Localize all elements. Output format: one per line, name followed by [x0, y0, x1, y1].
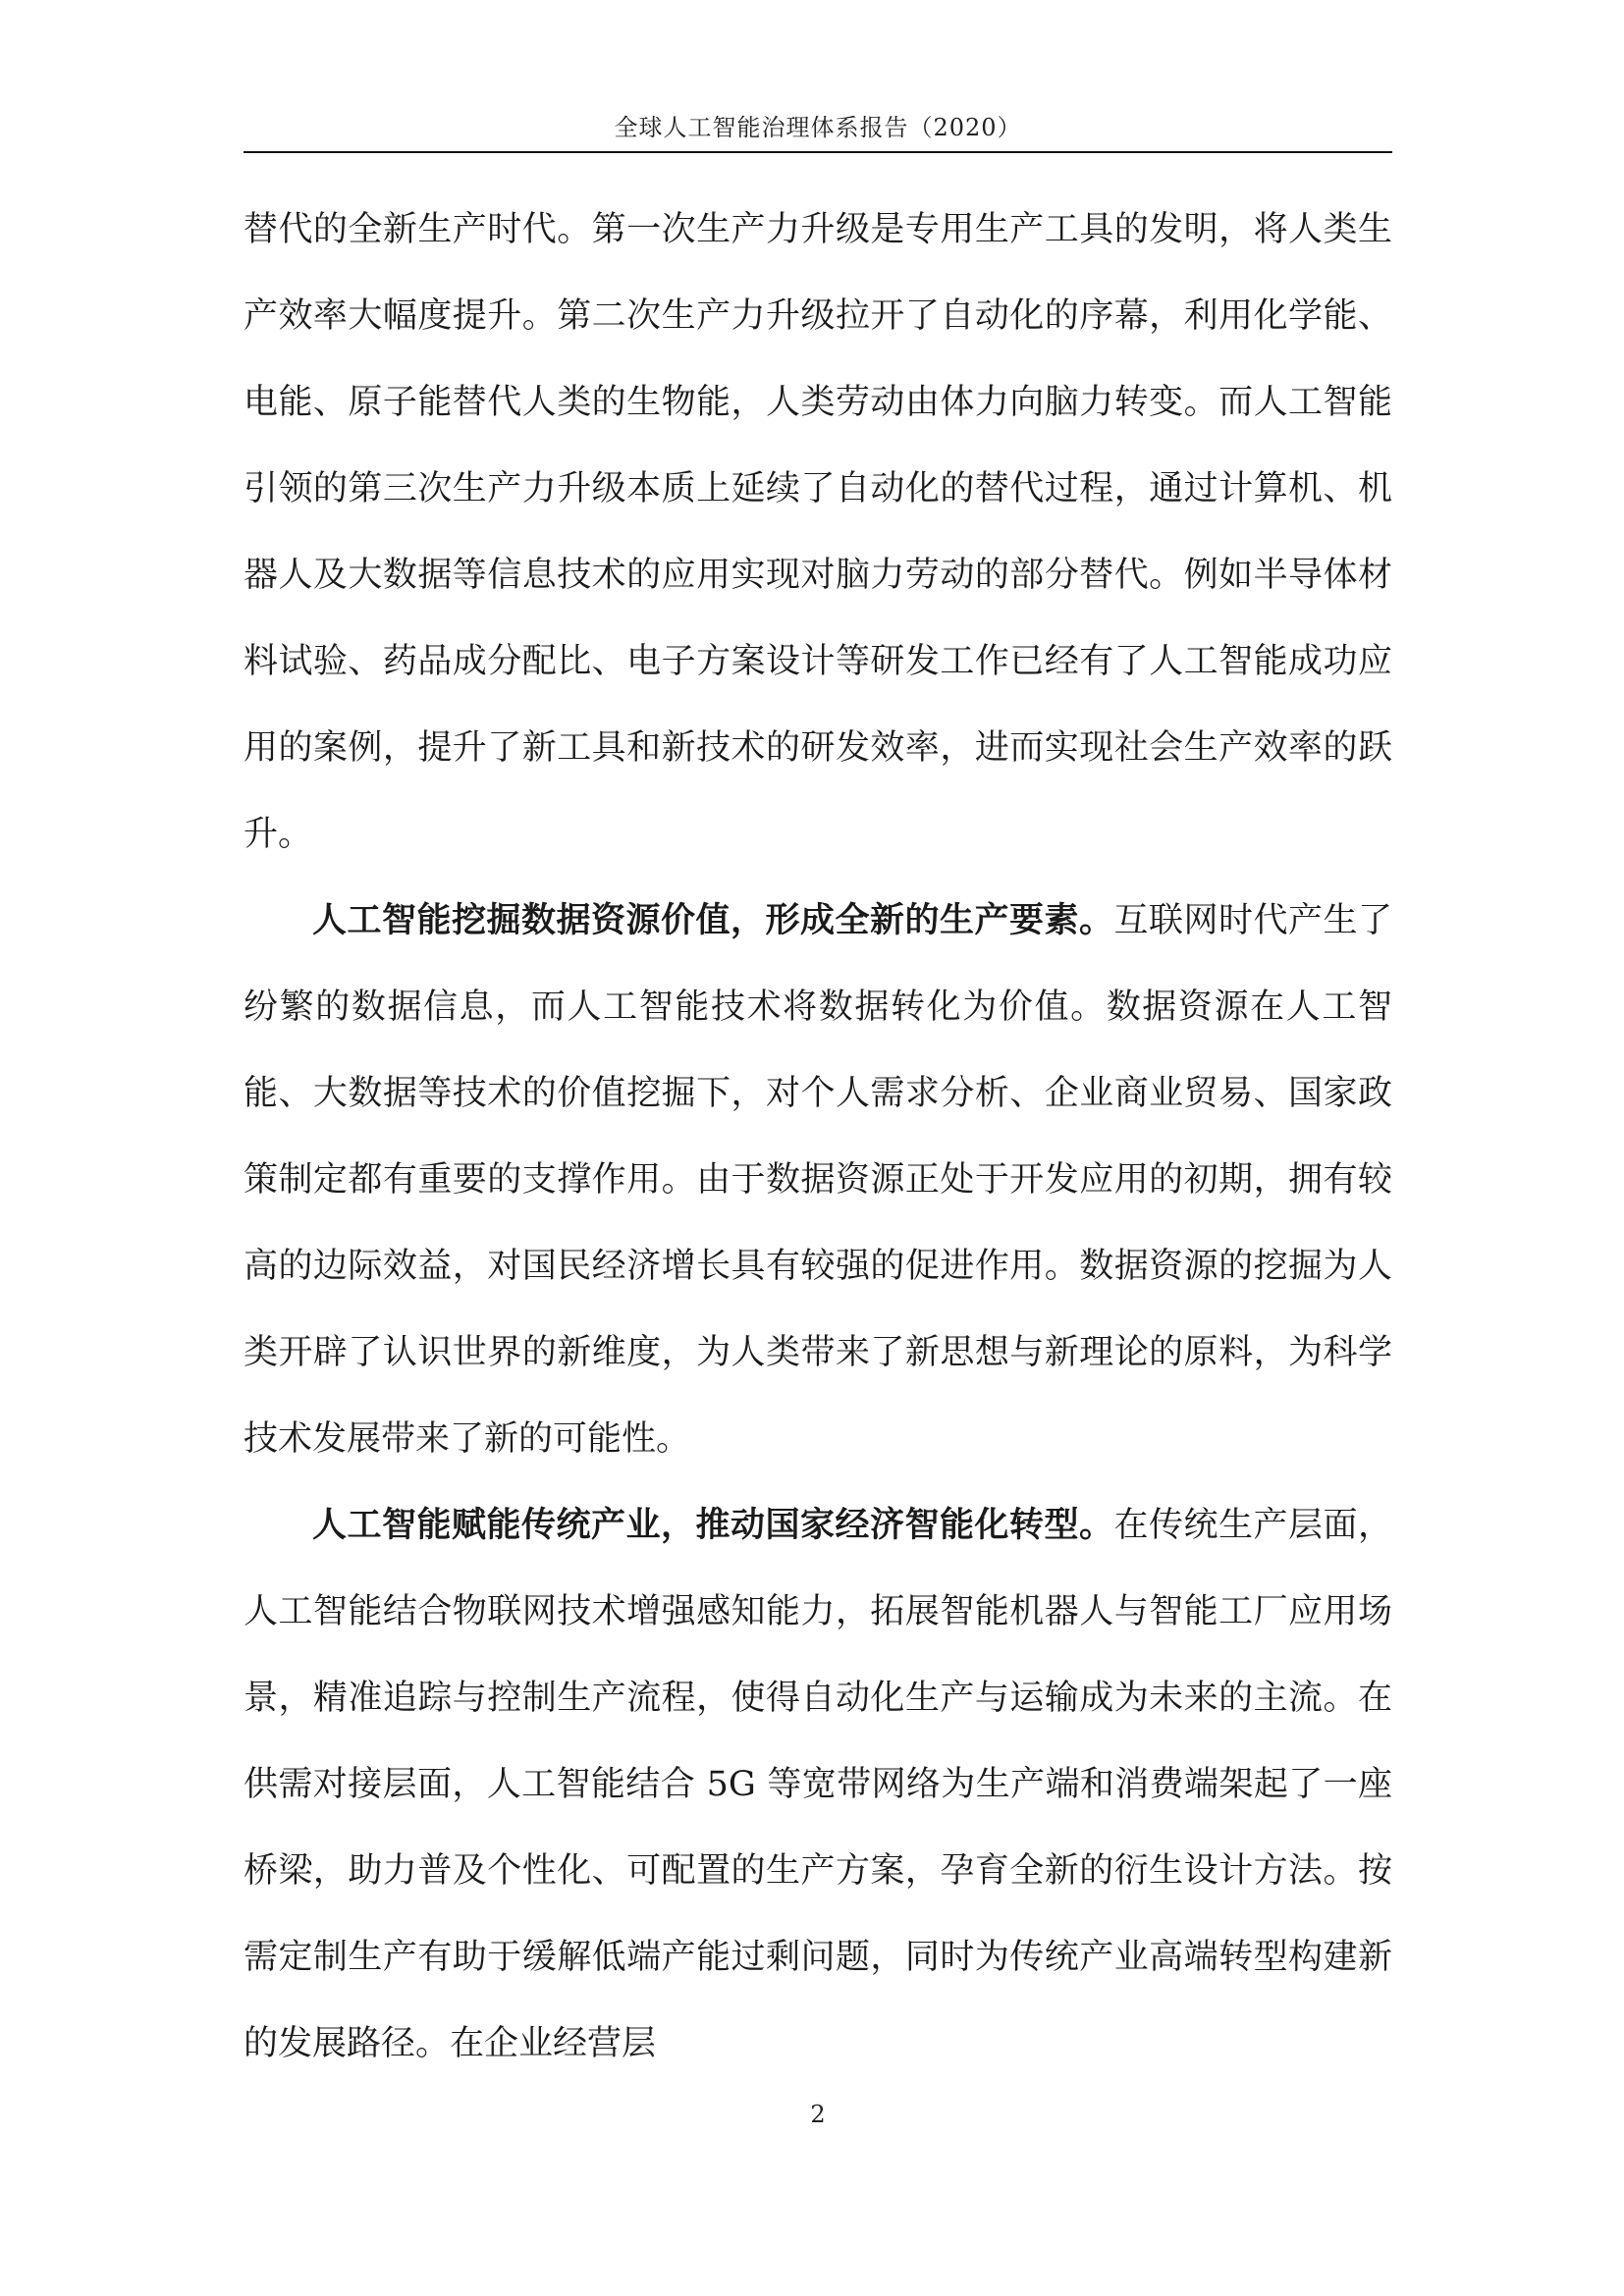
- paragraph-data-resources: [244, 878, 1392, 1482]
- paragraph-continuation: [244, 187, 1392, 878]
- page-number: 2: [810, 2101, 826, 2128]
- paragraph-traditional-industry: [244, 1482, 1392, 2087]
- paragraph-text: 替代的全新生产时代。第一次生产力升级是专用生产工具的发明，将人类生产效率大幅度提升。第二次生产力升级拉开了自动化的序幕，利用化学能、电能、原子能替代人类的生物能，人类劳动由体力向脑力转变。而人工智能引领的第三次生产力升级本质上延续了自动化的替代过程，通过计算机、机器人及大数据等信息技术的应用实现对脑力劳动的部分替代。例如半导体材料试验、药品成分配比、电子方案设计等研发工作已经有了人工智能成功应用的案例，提升了新工具和新技术的研发效率，进而实现社会生产效率的跃升。: [244, 210, 1392, 854]
- paragraph-text: 在传统生产层面，人工智能结合物联网技术增强感知能力，拓展智能机器人与智能工厂应用场景，精准追踪与控制生产流程，使得自动化生产与运输成为未来的主流。在供需对接层面，人工智能结合 5G 等宽带网络为生产端和消费端架起了一座桥梁，助力普及个性化、可配置的生产方案，孕育全新的衍生设计方法。按需定制生产有助于缓解低端产能过剩问题，同时为传统产业高端转型构建新的发展路径。在企业经营层: [244, 1506, 1392, 2063]
- running-header: 全球人工智能治理体系报告（2020）: [614, 114, 1022, 141]
- header-divider: [244, 151, 1392, 153]
- paragraph-text: 互联网时代产生了纷繁的数据信息，而人工智能技术将数据转化为价值。数据资源在人工智能、大数据等技术的价值挖掘下，对个人需求分析、企业商业贸易、国家政策制定都有重要的支撑作用。由于数据资源正处于开发应用的初期，拥有较高的边际效益，对国民经济增长具有较强的促进作用。数据资源的挖掘为人类开辟了认识世界的新维度，为人类带来了新思想与新理论的原料，为科学技术发展带来了新的可能性。: [244, 901, 1392, 1459]
- paragraph-lead-heading: 人工智能挖掘数据资源价值，形成全新的生产要素。: [312, 901, 1114, 940]
- paragraph-lead-heading: 人工智能赋能传统产业，推动国家经济智能化转型。: [312, 1506, 1114, 1545]
- body-text: [244, 187, 1392, 2087]
